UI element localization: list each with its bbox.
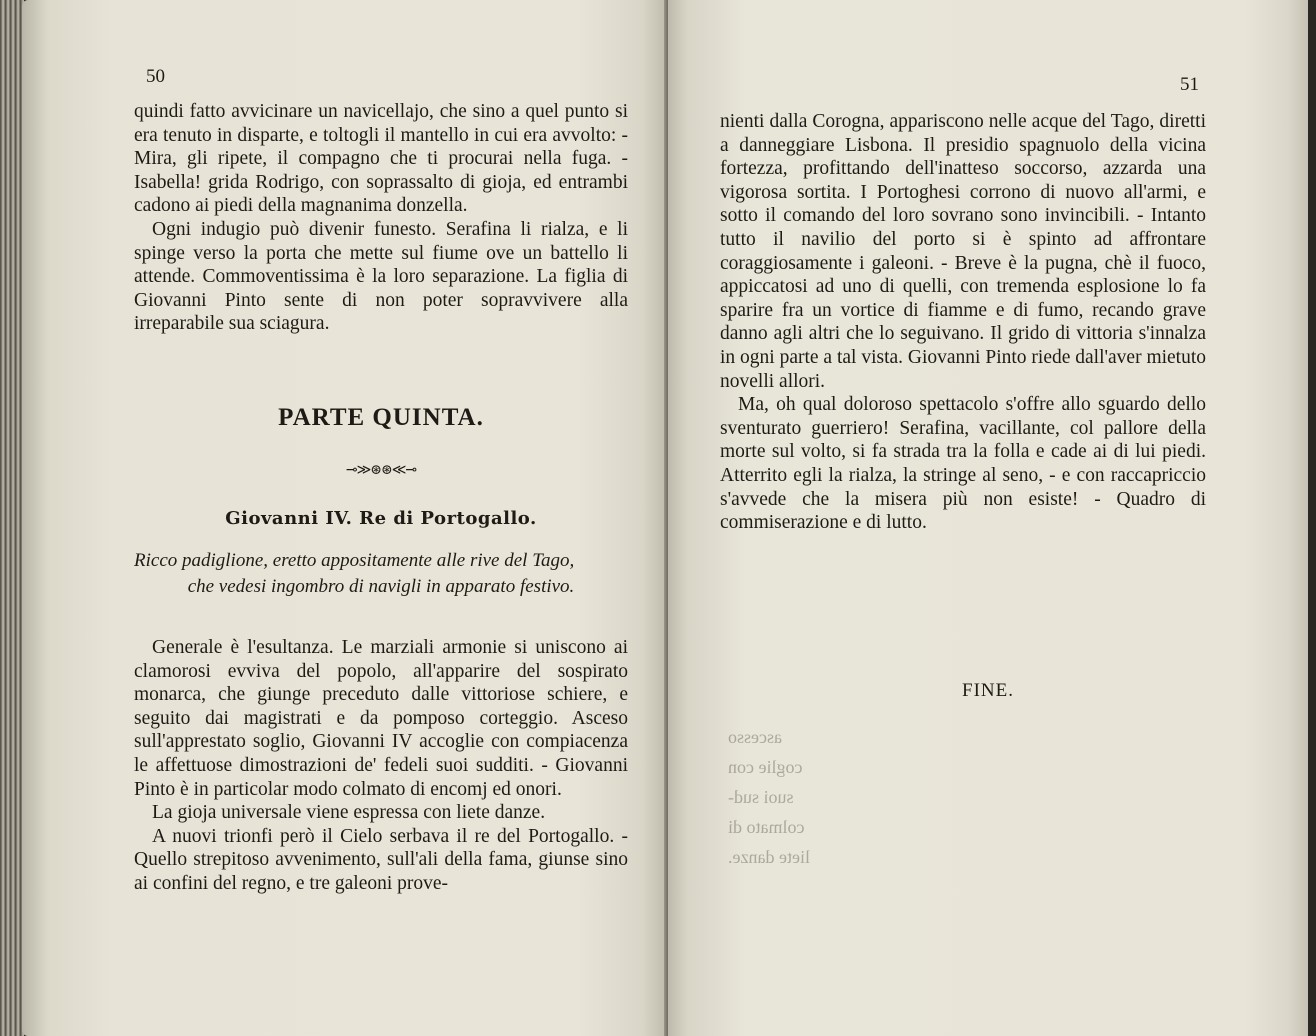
stage-direction bbox=[134, 548, 628, 600]
left-paragraph-5: A nuovi trionfi però il Cielo serbava il re del Portogallo. - Quello strepitoso avvenimento, sull'ali della fama, giunse sino ai confini del regno, e tre galeoni prove- bbox=[134, 825, 628, 894]
right-page bbox=[668, 0, 1308, 1036]
left-paragraph-2: Ogni indugio può divenir funesto. Serafina li rialza, e li spinge verso la porta che mette sul fiume ove un battello li attende. Commoventissima è la loro separazione. La figlia di Giovanni Pinto sente di non poter sopravvivere alla irreparabile sua sciagura. bbox=[134, 218, 628, 335]
bleed-line: colmato di bbox=[728, 817, 805, 837]
bleed-line: ascesso bbox=[728, 727, 782, 747]
section-subheading: Giovanni IV. Re di Portogallo. bbox=[225, 508, 537, 529]
bleed-line: coglie con bbox=[728, 757, 803, 777]
right-paragraph-2: Ma, oh qual doloroso spettacolo s'offre allo sguardo dello sventurato guerriero! Serafina, vacillante, col pallore della morte sul volto, si fa strada tra la folla e cade ai di lui piedi. Atterrito egli la rialza, la stringe al seno, - e con raccapriccio s'avvede che la misera più non esiste! - Quadro di commiserazione e di lutto. bbox=[720, 394, 1206, 534]
right-paragraph-1: nienti dalla Corogna, appariscono nelle acque del Tago, diretti a danneggiare Lisbona. Il presidio spagnuolo della vicina fortezza, profittando dell'inatteso soccorso, azzarda una vigorosa sortita. I Portoghesi corrono di nuovo all'armi, e sotto il comando del loro sovrano sono invincibili. - Intanto tutto il navilio del porto si è spinto ad affrontare coraggiosamente i galeoni. - Breve è la pugna, chè il fuoco, appiccatosi ad uno di quelli, con tremenda esplosione lo fa sparire fra un vortice di fiamme e di fumo, recando grave danno agli altri che lo seguivano. Il grido di vittoria s'innalza in ogni parte a tal vista. Giovanni Pinto riede dall'aver mietuto novelli allori. bbox=[720, 111, 1207, 392]
left-text-bottom bbox=[134, 636, 628, 896]
stage-direction-line-2: che vedesi ingombro di navigli in apparato festivo. bbox=[187, 576, 575, 597]
bleed-line: suoi sud- bbox=[728, 787, 794, 807]
bleed-line: liete danze. bbox=[728, 847, 810, 867]
left-page bbox=[22, 0, 668, 1036]
left-paragraph-1: quindi fatto avvicinare un navicellajo, che sino a quel punto si era tenuto in disparte, e toltogli il mantello in cui era avvolto: - Mira, gli ripete, il compagno che ti procurai nella fuga. - Isabella! grida Rodrigo, con soprassalto di gioja, ed entrambi cadono ai piedi della magnanima donzella. bbox=[134, 101, 628, 217]
page-number-left: 50 bbox=[146, 66, 165, 87]
fine-label: FINE. bbox=[962, 680, 1014, 701]
left-text-top bbox=[134, 100, 628, 336]
left-paragraph-4: La gioja universale viene espressa con liete danze. bbox=[152, 802, 546, 824]
left-paragraph-3: Generale è l'esultanza. Le marziali armonie si uniscono ai clamorosi evviva del popolo, all'apparire del sospirato monarca, che giunge preceduto dalle vittoriose schiere, e seguito dai magistrati e da pomposo corteggio. Asceso sull'apprestato soglio, Giovanni IV accoglie con compiacenza le affettuose dimostrazioni de' fedeli suoi sudditi. - Giovanni Pinto è in particolar modo colmato di encomj ed onori. bbox=[134, 637, 628, 800]
right-text bbox=[720, 110, 1206, 535]
part-heading: PARTE QUINTA. bbox=[278, 404, 484, 431]
page-number-right: 51 bbox=[1180, 74, 1199, 95]
stage-direction-line-1: Ricco padiglione, eretto appositamente alle rive del Tago, bbox=[134, 550, 575, 571]
page-edges bbox=[0, 0, 24, 1036]
ornament-divider: ⊸≫⊛⊛≪⊸ bbox=[345, 463, 417, 478]
bleed-through-text bbox=[728, 722, 928, 872]
